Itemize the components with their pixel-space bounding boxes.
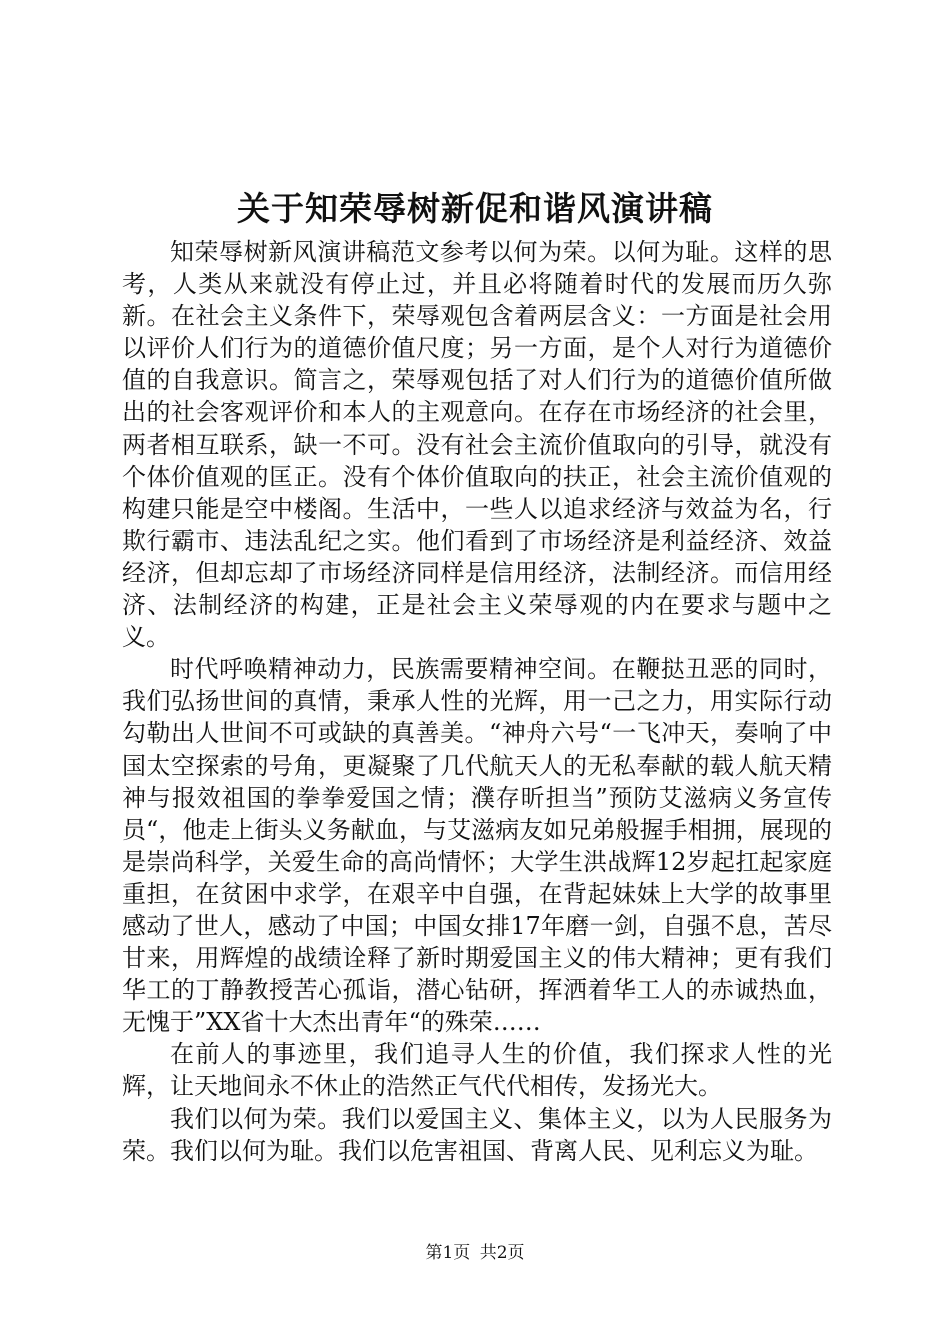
paragraph-3: 在前人的事迹里，我们追寻人生的价值，我们探求人性的光辉，让天地间永不休止的浩然正气代代相传，发扬光大。 [122,1040,832,1101]
page-number-total: 共2页 [479,1243,525,1263]
paragraph-4: 我们以何为荣。我们以爱国主义、集体主义，以为人民服务为荣。我们以何为耻。我们以危害祖国、背离人民、见利忘义为耻。 [122,1104,832,1165]
paragraph-1: 知荣辱树新风演讲稿范文参考以何为荣。以何为耻。这样的思考，人类从来就没有停止过，并且必将随着时代的发展而历久弥新。在社会主义条件下，荣辱观包含着两层含义：一方面是社会用以评价人们行为的道德价值尺度；另一方面，是个人对行为道德价值的自我意识。简言之，荣辱观包括了对人们行为的道德价值所做出的社会客观评价和本人的主观意向。在存在市场经济的社会里，两者相互联系，缺一不可。没有社会主流价值取向的引导，就没有个体价值观的匡正。没有个体价值取向的扶正，社会主流价值观的构建只能是空中楼阁。生活中，一些人以追求经济与效益为名，行欺行霸市、违法乱纪之实。他们看到了市场经济是利益经济、效益经济，但却忘却了市场经济同样是信用经济，法制经济。而信用经济、法制经济的构建，正是社会主义荣辱观的内在要求与题中之义。 [122,238,832,652]
page-footer [0,1241,950,1265]
document-title: 关于知荣辱树新促和谐风演讲稿 [237,189,713,228]
paragraph-2: 时代呼唤精神动力，民族需要精神空间。在鞭挞丑恶的同时，我们弘扬世间的真情，秉承人性的光辉，用一己之力，用实际行动勾勒出人世间不可或缺的真善美。“神舟六号“一飞冲天，奏响了中国太空探索的号角，更凝聚了几代航天人的无私奉献的载人航天精神与报效祖国的拳拳爱国之情；濮存昕担当”预防艾滋病义务宣传员“，他走上街头义务献血，与艾滋病友如兄弟般握手相拥，展现的是崇尚科学，关爱生命的高尚情怀；大学生洪战辉12岁起扛起家庭重担，在贫困中求学，在艰辛中自强，在背起妹妹上大学的故事里感动了世人，感动了中国；中国女排17年磨一剑，自强不息，苦尽甘来，用辉煌的战绩诠释了新时期爱国主义的伟大精神；更有我们华工的丁静教授苦心孤诣，潜心钻研，挥洒着华工人的赤诚热血，无愧于”XX省十大杰出青年“的殊荣…… [122,655,832,1037]
document-body [122,236,832,1167]
page-number-current: 第1页 [425,1243,471,1263]
